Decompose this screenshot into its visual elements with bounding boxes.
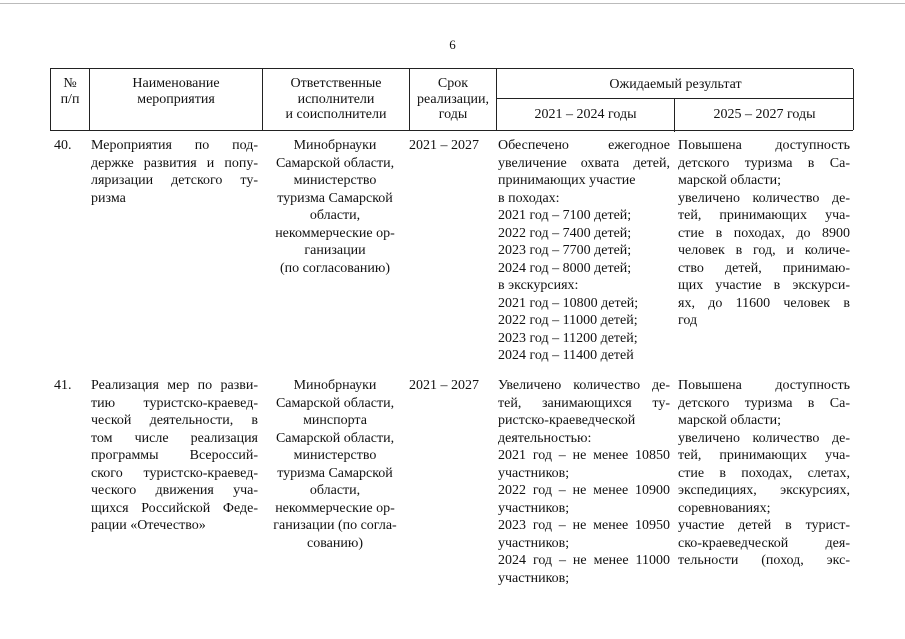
- text-line: участников;: [498, 500, 570, 516]
- text-line: Минобрнауки: [293, 378, 377, 393]
- text-line: рации «Отечество»: [91, 518, 206, 533]
- text-line: детского туризма в Са-: [678, 395, 850, 411]
- result-2021-2024: [498, 137, 670, 365]
- text-line: ческой деятельности, в: [91, 413, 258, 428]
- text-line: 2022 год – 11000 детей;: [498, 313, 638, 328]
- result-2021-2024: [498, 377, 670, 587]
- text-line: стие в походах, до 8900: [678, 225, 850, 241]
- header-col-term: [410, 76, 496, 123]
- text-line: щихся Российской Феде-: [91, 500, 258, 516]
- header-text: п/п: [60, 91, 80, 107]
- text-line: Минобрнауки: [293, 138, 377, 153]
- text-line: программы Всероссий-: [91, 448, 258, 463]
- text-line: ризма: [91, 190, 126, 206]
- text-line: участников;: [498, 570, 570, 586]
- text-line: области,: [309, 208, 361, 223]
- text-line: 2022 год – 7400 детей;: [498, 225, 632, 241]
- text-line: том числе реализация: [91, 430, 258, 446]
- text-line: увеличено количество де-: [678, 430, 850, 446]
- table-header: [50, 68, 853, 131]
- text-line: тей, принимающих уча-: [678, 448, 850, 463]
- header-col-result-2025-2027: 2025 – 2027 годы: [713, 107, 816, 122]
- text-line: туризма Самарской: [277, 190, 393, 206]
- text-line: ганизации (по согла-: [273, 518, 397, 533]
- text-line: Обеспечено ежегодное: [498, 138, 670, 153]
- result-2025-2027: [678, 137, 850, 330]
- text-line: ского туристско-краевед-: [91, 465, 258, 481]
- header-col-name: [90, 76, 262, 107]
- text-line: тию туристско-краевед-: [91, 395, 258, 411]
- text-line: минспорта: [303, 413, 367, 428]
- row-number: 41.: [54, 378, 72, 393]
- header-text: годы: [438, 107, 468, 122]
- text-line: держке развития и попу-: [91, 155, 258, 171]
- text-line: человек в год, и количе-: [678, 243, 850, 258]
- text-line: соревнованиях;: [678, 500, 771, 516]
- header-text: и соисполнители: [285, 107, 387, 122]
- text-line: увеличение охвата детей,: [498, 155, 670, 171]
- text-line: тей, принимающих уча-: [678, 208, 850, 223]
- header-right-border: [853, 69, 854, 130]
- text-line: Самарской области,: [275, 430, 395, 446]
- text-line: Повышена доступность: [678, 138, 850, 153]
- text-line: детского туризма в Са-: [678, 155, 850, 171]
- header-col-num: [51, 76, 89, 107]
- text-line: ристско-краеведческой: [498, 413, 636, 428]
- text-line: Увеличено количество де-: [498, 378, 670, 393]
- header-col-result-2021-2024: 2021 – 2024 годы: [534, 107, 637, 122]
- text-line: щих участие в экскурси-: [678, 278, 850, 293]
- header-text: Наименование: [132, 76, 220, 91]
- page-number: 6: [449, 37, 456, 52]
- text-line: 2024 год – 8000 детей;: [498, 260, 632, 276]
- text-line: участие детей в турист-: [678, 518, 850, 533]
- scan-top-edge: [0, 3, 905, 4]
- text-line: министерство: [293, 448, 377, 463]
- implementation-term: 2021 – 2027: [409, 378, 479, 393]
- text-line: некоммерческие ор-: [275, 500, 395, 516]
- text-line: 2023 год – 11200 детей;: [498, 330, 638, 346]
- text-line: (по согласованию): [279, 260, 391, 276]
- text-line: тей, занимающихся ту-: [498, 395, 670, 411]
- text-line: Самарской области,: [275, 395, 395, 411]
- header-text: мероприятия: [137, 91, 215, 107]
- text-line: сованию): [307, 535, 363, 551]
- text-line: 2021 год – 10800 детей;: [498, 295, 639, 311]
- text-line: участников;: [498, 465, 570, 481]
- header-text: Срок: [437, 76, 469, 91]
- text-line: марской области;: [678, 173, 781, 188]
- text-line: марской области;: [678, 413, 781, 428]
- text-line: деятельностью:: [498, 430, 592, 446]
- text-line: ях, до 11600 человек в: [678, 295, 850, 311]
- text-line: ляризации детского ту-: [91, 173, 258, 188]
- text-line: принимающих участие: [498, 173, 636, 188]
- header-col-exec: [263, 76, 409, 123]
- text-line: 2021 год – 7100 детей;: [498, 208, 632, 223]
- header-text: исполнители: [297, 91, 375, 107]
- text-line: 2023 год – не менее 10950: [498, 518, 670, 533]
- text-line: год: [678, 313, 698, 328]
- text-line: 2024 год – 11400 детей: [498, 348, 634, 363]
- text-line: Реализация мер по разви-: [91, 378, 258, 393]
- header-text: №: [63, 76, 77, 91]
- executors: [262, 377, 408, 552]
- implementation-term: 2021 – 2027: [409, 138, 479, 153]
- text-line: 2022 год – не менее 10900: [498, 483, 670, 498]
- text-line: ско-краеведческой дея-: [678, 535, 850, 551]
- text-line: туризма Самарской: [277, 465, 393, 481]
- event-name: [91, 377, 258, 535]
- text-line: 2023 год – 7700 детей;: [498, 243, 632, 258]
- header-text: реализации,: [417, 91, 489, 107]
- text-line: некоммерческие ор-: [275, 225, 395, 241]
- text-line: участников;: [498, 535, 570, 551]
- text-line: тельности (поход, экс-: [678, 553, 850, 568]
- header-col-result: Ожидаемый результат: [609, 77, 742, 92]
- row-number: 40.: [54, 138, 72, 153]
- text-line: Мероприятия по под-: [91, 138, 258, 153]
- text-line: в походах:: [498, 190, 560, 206]
- text-line: увеличено количество де-: [678, 190, 850, 206]
- text-line: Самарской области,: [275, 155, 395, 171]
- text-line: области,: [309, 483, 361, 498]
- text-line: 2021 год – не менее 10850: [498, 448, 670, 463]
- text-line: ганизации: [304, 243, 366, 258]
- executors: [262, 137, 408, 277]
- result-2025-2027: [678, 377, 850, 570]
- text-line: 2024 год – не менее 11000: [498, 553, 670, 568]
- text-line: в экскурсиях:: [498, 278, 579, 293]
- event-name: [91, 137, 258, 207]
- text-line: ческого движения уча-: [91, 483, 258, 498]
- text-line: экспедициях, экскурсиях,: [678, 483, 850, 498]
- text-line: стие в походах, слетах,: [678, 465, 850, 481]
- text-line: ство детей, принимаю-: [678, 260, 850, 276]
- header-subdivider: [496, 98, 854, 99]
- text-line: Повышена доступность: [678, 378, 850, 393]
- header-text: Ответственные: [290, 76, 382, 91]
- text-line: министерство: [293, 173, 377, 188]
